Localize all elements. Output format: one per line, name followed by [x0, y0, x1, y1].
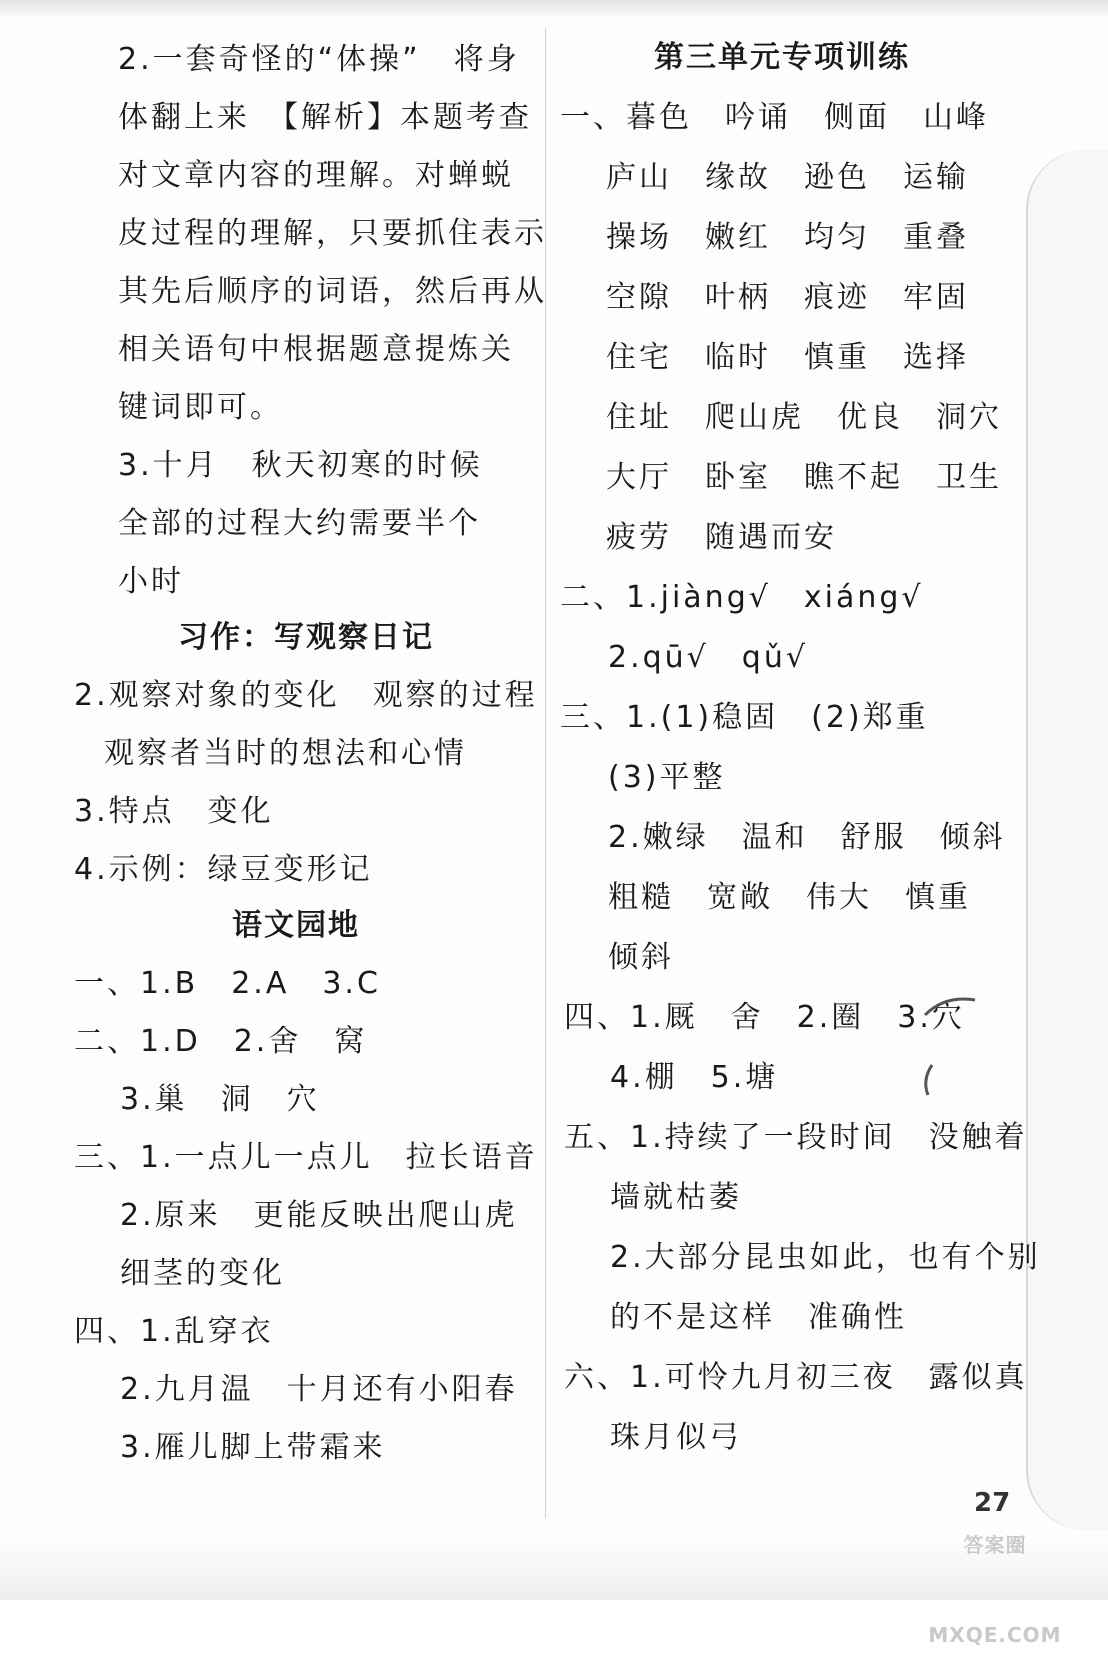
answer-line: 2.一套奇怪的“体操” 将身 [118, 42, 520, 77]
site-watermark: 答案圈 MXQE.COM [928, 1533, 1062, 1647]
answer-line: 庐山 缘故 逊色 运输 [606, 160, 969, 195]
answer-line: 住宅 临时 慎重 选择 [606, 340, 969, 375]
page-top-edge [0, 0, 1108, 18]
section-heading-chinese-garden: 语文园地 [232, 908, 360, 943]
answer-line: 3.十月 秋天初寒的时候 [118, 448, 483, 483]
answer-line: 2.qū√ qǔ√ [608, 640, 808, 675]
answer-line: 全部的过程大约需要半个 [118, 506, 481, 541]
answer-line: 2.九月温 十月还有小阳春 [120, 1372, 518, 1407]
answer-line: 二、1.D 2.舍 窝 [74, 1024, 368, 1059]
answer-line: 3.特点 变化 [74, 794, 274, 829]
section-heading-unit-three: 第三单元专项训练 [654, 40, 910, 75]
answer-line: 粗糙 宽敞 伟大 慎重 [608, 880, 971, 915]
answer-line: 倾斜 [608, 940, 674, 975]
answer-line: 2.大部分昆虫如此，也有个别 [610, 1240, 1041, 1275]
answer-line: 珠月似弓 [610, 1420, 742, 1455]
answer-line: 观察者当时的想法和心情 [104, 736, 467, 771]
answer-line: 2.原来 更能反映出爬山虎 [120, 1198, 518, 1233]
answer-line: 2.观察对象的变化 观察的过程 [74, 678, 538, 713]
answer-line: 墙就枯萎 [610, 1180, 742, 1215]
answer-line: 相关语句中根据题意提炼关 [118, 332, 514, 367]
answer-line: 三、1.(1)稳固 (2)郑重 [560, 700, 929, 735]
page-number: 27 [974, 1488, 1011, 1518]
section-heading-observation-diary: 习作：写观察日记 [178, 620, 434, 655]
answer-line: 三、1.一点儿一点儿 拉长语音 [74, 1140, 538, 1175]
answer-line: 3.巢 洞 穴 [120, 1082, 320, 1117]
answer-line: 二、1.jiàng√ xiáng√ [560, 580, 924, 615]
answer-line: 一、1.B 2.A 3.C [74, 966, 381, 1001]
answer-line: 四、1.厩 舍 2.圈 3.穴 [564, 1000, 965, 1035]
page-curl-shadow [1026, 150, 1108, 1530]
answer-line: 操场 嫩红 均匀 重叠 [606, 220, 969, 255]
answer-line: 皮过程的理解，只要抓住表示 [118, 216, 547, 251]
answer-line: 小时 [118, 564, 184, 599]
answer-line: 住址 爬山虎 优良 洞穴 [606, 400, 1002, 435]
answer-line: 对文章内容的理解。对蝉蜕 [118, 158, 514, 193]
answer-line: 体翻上来 【解析】本题考查 [118, 100, 532, 135]
answer-line: 一、暮色 吟诵 侧面 山峰 [560, 100, 989, 135]
pencil-mark [920, 990, 980, 1100]
answer-line: 4.示例：绿豆变形记 [74, 852, 373, 887]
answer-line: 大厅 卧室 瞧不起 卫生 [606, 460, 1002, 495]
answer-line: 4.棚 5.塘 [610, 1060, 779, 1095]
answer-line: 细茎的变化 [120, 1256, 285, 1291]
answer-line: 六、1.可怜九月初三夜 露似真 [564, 1360, 1028, 1395]
answer-line: (3)平整 [608, 760, 726, 795]
answer-line: 2.嫩绿 温和 舒服 倾斜 [608, 820, 1006, 855]
answer-line: 其先后顺序的词语，然后再从 [118, 274, 547, 309]
answer-line: 键词即可。 [118, 390, 283, 425]
answer-line: 空隙 叶柄 痕迹 牢固 [606, 280, 969, 315]
answer-line: 的不是这样 准确性 [610, 1300, 907, 1335]
answer-line: 四、1.乱穿衣 [74, 1314, 274, 1349]
answer-line: 疲劳 随遇而安 [606, 520, 837, 555]
answer-line: 五、1.持续了一段时间 没触着 [564, 1120, 1028, 1155]
answer-line: 3.雁儿脚上带霜来 [120, 1430, 386, 1465]
